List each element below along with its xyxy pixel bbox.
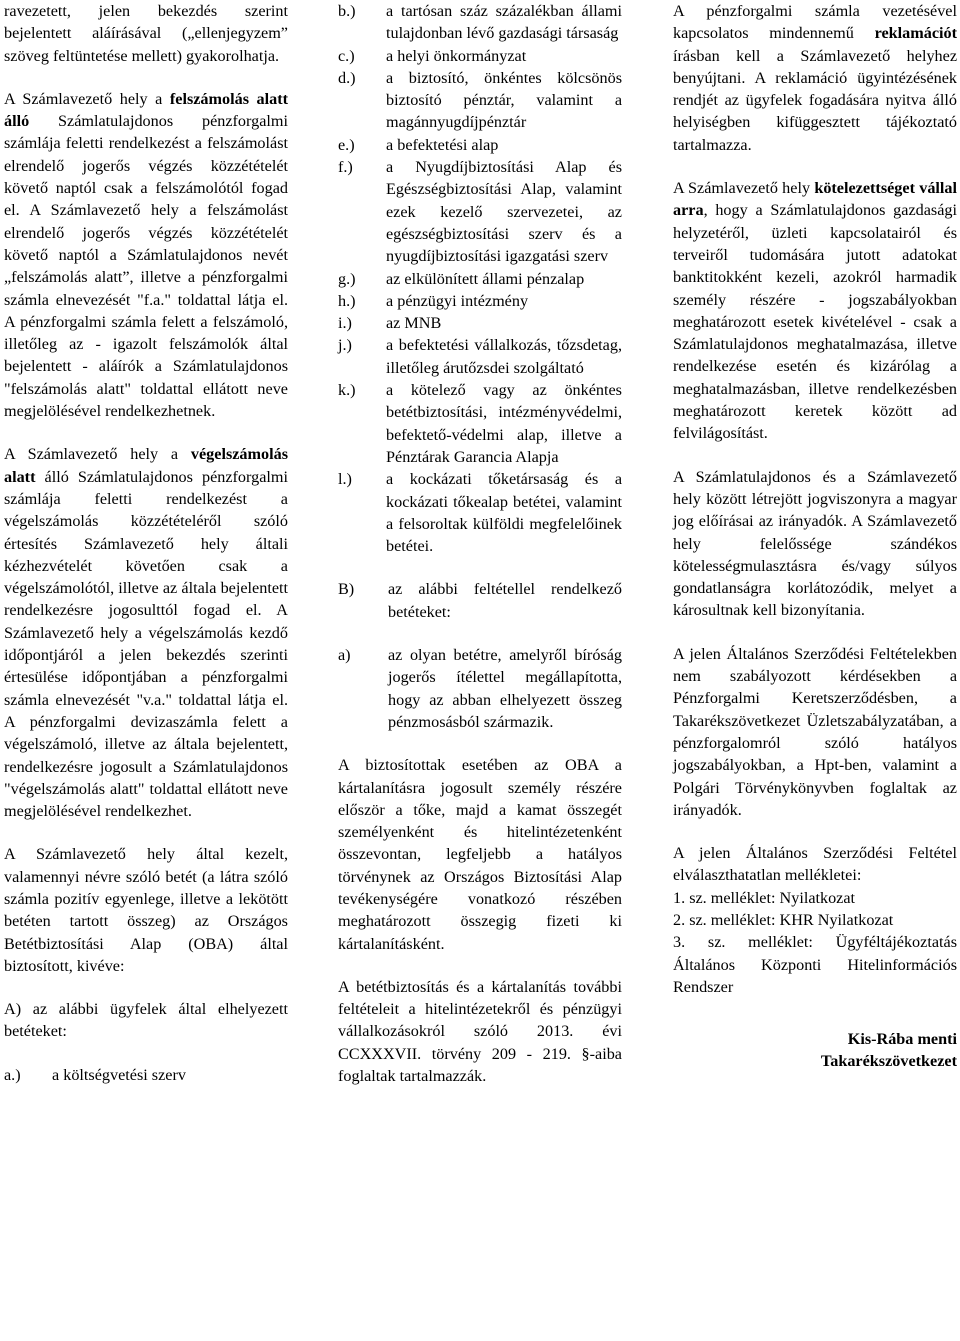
list-marker: f.): [338, 158, 353, 177]
bold-term-liquidation: felszámolás alatt álló: [4, 89, 288, 131]
list-item-text: az MNB: [386, 314, 442, 333]
list-item: [338, 67, 622, 134]
list-item: [338, 290, 622, 312]
annex-item: 2. sz. melléklet: KHR Nyilatkozat: [673, 910, 894, 929]
bold-term-winding-up: végelszámolás alatt: [4, 445, 288, 486]
list-marker: g.): [338, 269, 356, 288]
text-fragment: A Számlavezető hely: [673, 179, 815, 198]
signature-line: Takarékszövetkezet: [820, 1052, 957, 1071]
list-item: [338, 156, 622, 267]
list-item-text: a befektetési vállalkozás, tőzsdetag, illetőleg árutőzsdei szolgáltató: [386, 336, 622, 377]
paragraph-applicable-rules: A jelen Általános Szerződési Feltételekben nem szabályozott kérdésekben a Pénzforgalmi Keretszerződésben, a Takarékszövetkezet Üzletszabályzatában, a pénzforgalomról szóló hatályos jogszabályokban, a Hpt-ben, valamint a Polgári Törvénykönyvben foglaltak az irányadók.: [673, 644, 957, 819]
annex-intro: A jelen Általános Szerződési Feltétel elválaszthatatlan mellékletei:: [673, 844, 957, 885]
paragraph-law-reference: A betétbiztosítás és a kártalanítás további feltételeit a hitelintézetekről és pénzügyi vállalkozásokról szóló 2013. évi CCXXXVII. törvény 209 - 219. §-aiba foglaltak tartalmazzák.: [338, 977, 622, 1086]
list-item-text: a biztosító, önkéntes kölcsönös biztosító pénztár, valamint a magánnyugdíjpénztár: [386, 68, 622, 132]
list-marker: e.): [338, 135, 355, 154]
list-item-a2: [338, 644, 622, 733]
list-marker: c.): [338, 46, 355, 65]
list-item: [338, 0, 622, 45]
list-item-b: [338, 578, 622, 623]
exception-list: [338, 0, 622, 557]
list-item-text: a helyi önkormányzat: [386, 46, 527, 65]
paragraph-governing-law: A Számlatulajdonos és a Számlavezető hely között létrejött jogviszonyra a magyar jog előírásai az irányadók. A Számlavezető hely felelőssége szándékos kötelességmulasztásra és/vagy súlyos gondatlanságra korlátozódik, melyet a károsultnak kell bizonyítania.: [673, 467, 957, 620]
list-marker: b.): [338, 2, 356, 20]
text-fragment: A pénzforgalmi számla vezetésével kapcsolatos mindennemű: [673, 2, 957, 43]
list-item: [338, 134, 622, 156]
list-marker: a): [338, 646, 351, 665]
text-fragment: , hogy a Számlatulajdonos gazdasági helyzetéről, üzleti kapcsolatairól és terveiről tudomására jutott adatokat banktitokként kezeli, azokról harmadik személy részére - jogszabályokban meghatározott esetek kivételével - csak a Számlatulajdonos meghatalmazása, illetve rendelkezése esetén és kizárólag a meghatalmazásban, illetve rendelkezésben meghatározott keretek között ad felvilágosítást.: [673, 201, 957, 443]
text-fragment: A Számlavezető hely a: [4, 89, 170, 108]
list-marker: B): [338, 580, 355, 599]
list-item-text: a befektetési alap: [386, 135, 499, 154]
list-item: [338, 379, 622, 468]
list-item-text: a Nyugdíjbiztosítási Alap és Egészségbiztosítási Alap, valamint ezek kezelő szervezetei, az egészségbiztosítási szerv és a nyugdíjbiztosítási igazgatási szerv: [386, 158, 622, 266]
list-marker: d.): [338, 68, 356, 87]
list-item-text: az alábbi feltétellel rendelkező betéteket:: [388, 580, 622, 621]
bold-term-obligation: kötelezettséget vállal arra: [673, 179, 957, 220]
list-item: [4, 1064, 288, 1086]
text-fragment: A Számlavezető hely a: [4, 445, 191, 464]
list-marker: i.): [338, 314, 352, 333]
paragraph-oba-compensation: A biztosítottak esetében az OBA a kártalanításra jogosult személy részére először a tőke, majd a kamat összegét személyenként és hitelintézetenként összevontan, legfeljebb a hatályos törvénynek az Országos Biztosítási Alap tevékenységére vonatkozó részében meghatározott összegig fizeti ki kártalanításként.: [338, 756, 622, 953]
list-marker: l.): [338, 470, 352, 489]
list-item-text: az elkülönített állami pénzalap: [386, 269, 585, 288]
paragraph-exceptions-a: A) az alábbi ügyfelek által elhelyezett betéteket:: [4, 1000, 288, 1041]
text-fragment: Számlatulajdonos pénzforgalmi számlája feletti rendelkezést a felszámolást elrendelő jogerős végzés közzétételét követő naptól csak a felszámolótól fogad el. A Számlavezető hely a felszámolást elrendelő jogerős végzés közzétételét követő naptól a Számlatulajdonos nevét „felszámolás alatt”, illetve a pénzforgalmi számla elnevezését "f.a." toldattal látja el. A pénzforgalmi számla felett a felszámoló, illetőleg az - igazolt felszámolók által bejelentett - aláírók a Számlatulajdonos "felszámolás alatt" toldattal ellátott neve megjelölésével rendelkezhetnek.: [4, 112, 288, 421]
list-item: [338, 334, 622, 379]
bold-term-complaint: reklamációt: [874, 24, 957, 43]
list-marker: a.): [4, 1065, 21, 1084]
list-item-text: a kockázati tőketársaság és a kockázati tőkealap betétei, valamint a felsoroltak külföldi megfelelőinek betétei.: [386, 470, 622, 556]
list-marker: j.): [338, 336, 352, 355]
column-left: [4, 0, 288, 1086]
column-middle: [338, 0, 622, 1087]
signature-block: [673, 1028, 957, 1073]
list-item: [338, 312, 622, 334]
list-marker: h.): [338, 291, 356, 310]
list-item: [338, 268, 622, 290]
list-item: [338, 45, 622, 67]
column-right: [673, 0, 957, 1073]
annex-list: [673, 842, 957, 998]
text-fragment: írásban kell a Számlavezető helyhez benyújtani. A reklamáció ügyintézésének rendjét az ügyfelek fogadására nyitva álló helyiségben kifüggesztett tájékoztató tartalmazza.: [673, 46, 957, 154]
list-item-text: a pénzügyi intézmény: [386, 291, 529, 310]
annex-item: 1. sz. melléklet: Nyilatkozat: [673, 888, 856, 907]
text-fragment: álló Számlatulajdonos pénzforgalmi számlája feletti rendelkezést a végelszámolás közzétételéről szóló értesítés Számlavezető hely általi kézhezvételét követően csak a végelszámolótól, illetve az általa bejelentett rendelkezésre jogosulttól fogad el. A Számlavezető hely a végelszámolás kezdő időpontjáról a jelen bekezdés szerinti értesülése időpontjában a pénzforgalmi számla elnevezését "v.a." toldattal látja el. A pénzforgalmi devizaszámla felett a végelszámoló, illetve az általa bejelentett, rendelkezésre jogosult a Számlatulajdonos "végelszámolás alatt" toldattal ellátott neve megjelölésével rendelkezhet.: [4, 467, 288, 821]
list-item: [338, 468, 622, 557]
signature-line: Kis-Rába menti: [847, 1030, 957, 1049]
list-item-text: a költségvetési szerv: [52, 1065, 186, 1084]
list-item-text: a kötelező vagy az önkéntes betétbiztosítási, intézményvédelmi, befektető-védelmi alap, illetve a Pénztárak Garancia Alapja: [386, 381, 622, 466]
annex-item: 3. sz. melléklet: Ügyféltájékoztatás Általános Központi Hitelinformációs Rendszer: [673, 933, 957, 996]
paragraph-liquidation: [4, 88, 288, 422]
list-item-text: az olyan betétre, amelyről bíróság jogerős ítélettel megállapította, hogy az abban elhelyezett összeg pénzmosásból származik.: [388, 646, 622, 731]
paragraph-complaints: [673, 0, 957, 156]
paragraph-winding-up: [4, 443, 288, 822]
paragraph-signing: ravezetett, jelen bekezdés szerint bejelentett aláírásával („ellenjegyzem” szöveg feltüntetése mellett) gyakorolhatja.: [4, 2, 288, 65]
list-item-text: a tartósan száz százalékban állami tulajdonban lévő gazdasági társaság: [386, 2, 622, 43]
list-marker: k.): [338, 381, 356, 400]
paragraph-deposit-insurance: A Számlavezető hely által kezelt, valamennyi névre szóló betét (a látra szóló számla pozitív egyenlege, illetve a lekötött betéten tartott összeg) az Országos Betétbiztosítási Alap (OBA) által biztosított, kivéve:: [4, 845, 288, 975]
paragraph-bank-secrecy: [673, 177, 957, 445]
